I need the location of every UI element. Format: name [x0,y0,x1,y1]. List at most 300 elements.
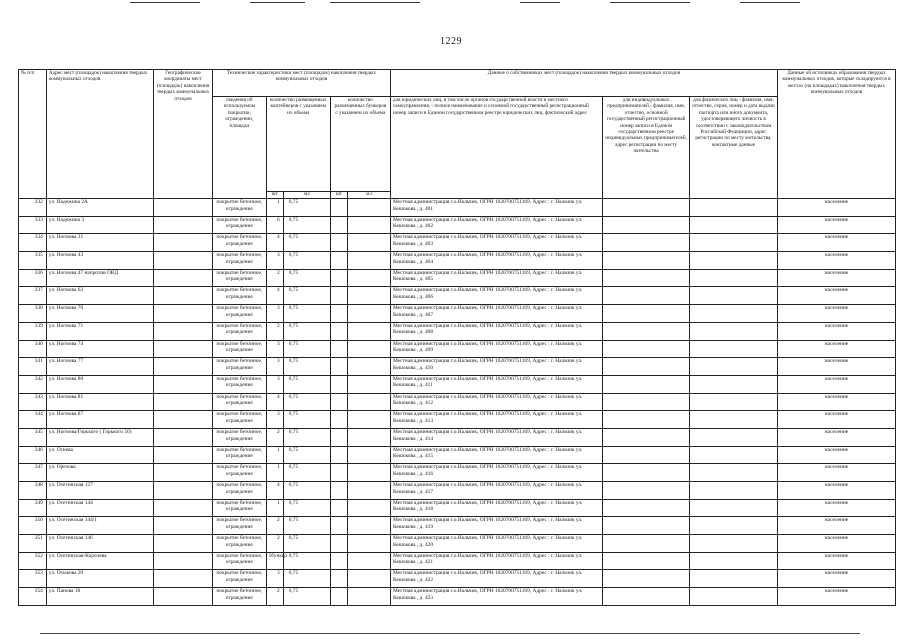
row-bunker-volume [348,305,391,323]
row-owner-entrepreneur [603,305,690,323]
unit-m3: м3 [283,192,330,199]
row-bunker-count [330,287,347,305]
row-container-count: 2 [266,588,283,606]
row-coordinates [154,322,213,340]
row-bunker-count [330,199,347,217]
row-coverage: покрытие бетонное, ограждение [213,535,267,553]
row-address: ул. Ногмова 43 [46,252,153,270]
row-owner-individual [690,570,778,588]
page-number: 1229 [440,36,462,47]
row-container-count: 3 [266,570,283,588]
row-coverage: покрытие бетонное, ограждение [213,340,267,358]
row-bunker-volume [348,322,391,340]
row-coordinates [154,552,213,570]
row-owner-entrepreneur [603,199,690,217]
table-row [19,393,896,411]
row-container-count: 4 [266,287,283,305]
row-container-count: 1 [266,464,283,482]
row-owner-legal: Местная администрация г.о.Нальчик, ОГРН 1020700751169, Адрес : г. Нальчик ул. Кешокова , д. 418 [390,499,602,517]
row-owner-entrepreneur [603,588,690,606]
row-source: население [777,428,895,446]
row-source: население [777,464,895,482]
row-owner-legal: Местная администрация г.о.Нальчик, ОГРН 1020700751169, Адрес : г. Нальчик ул. Кешокова , д. 412 [390,393,602,411]
row-owner-legal: Местная администрация г.о.Нальчик, ОГРН 1020700751169, Адрес : г. Нальчик ул. Кешокова , д. 409 [390,340,602,358]
table-row [19,428,896,446]
row-owner-individual [690,375,778,393]
row-number: 353 [19,570,47,588]
row-coordinates [154,234,213,252]
unit-pcs: шт [330,192,347,199]
row-owner-legal: Местная администрация г.о.Нальчик, ОГРН 1020700751169, Адрес : г. Нальчик ул. Кешокова , д. 419 [390,517,602,535]
row-address: ул. Осетинская-Королева [46,552,153,570]
row-container-volume: 0,75 [283,375,330,393]
row-source: население [777,482,895,500]
row-address: ул. Ногмова 74 [46,340,153,358]
header-bunkers: количество размещенных бункеров с указанием их объема [330,97,390,192]
row-coordinates [154,358,213,376]
row-container-volume: 0,75 [283,216,330,234]
row-coordinates [154,216,213,234]
row-owner-legal: Местная администрация г.о.Нальчик, ОГРН 1020700751169, Адрес : г. Нальчик ул. Кешокова , д. 421 [390,552,602,570]
row-owner-legal: Местная администрация г.о.Нальчик, ОГРН 1020700751169, Адрес : г. Нальчик ул. Кешокова , д. 405 [390,269,602,287]
row-number: 342 [19,375,47,393]
row-coverage: покрытие бетонное, ограждение [213,269,267,287]
row-coordinates [154,535,213,553]
row-bunker-count [330,570,347,588]
row-number: 334 [19,234,47,252]
row-container-volume: 0,75 [283,552,330,570]
table-row [19,375,896,393]
row-container-volume: 0,75 [283,570,330,588]
row-source: население [777,305,895,323]
table-row [19,322,896,340]
row-address: ул. Ногмова 31 [46,234,153,252]
row-container-volume: 0,75 [283,358,330,376]
row-number: 346 [19,446,47,464]
row-source: население [777,269,895,287]
row-owner-individual [690,446,778,464]
row-coordinates [154,588,213,606]
row-number: 344 [19,411,47,429]
row-number: 354 [19,588,47,606]
row-source: население [777,499,895,517]
row-source: население [777,446,895,464]
table-row [19,358,896,376]
row-address: ул. Ногмова 71 [46,322,153,340]
row-source: население [777,411,895,429]
row-coordinates [154,305,213,323]
row-container-count: 3 [266,411,283,429]
row-bunker-volume [348,234,391,252]
row-address: ул. Орехова [46,464,153,482]
row-container-volume: 0,75 [283,482,330,500]
row-container-count: 4 [266,393,283,411]
row-container-volume: 0,75 [283,305,330,323]
row-source: население [777,588,895,606]
row-address: ул. Осыкова 20 [46,570,153,588]
row-bunker-count [330,464,347,482]
row-coordinates [154,499,213,517]
row-owner-entrepreneur [603,446,690,464]
row-owner-individual [690,428,778,446]
row-coordinates [154,269,213,287]
row-coverage: покрытие бетонное, ограждение [213,570,267,588]
row-coverage: покрытие бетонное, ограждение [213,358,267,376]
row-address: ул. Ногмова 80 [46,375,153,393]
row-bunker-volume [348,375,391,393]
row-address: ул. Ногмова 77 [46,358,153,376]
row-bunker-count [330,269,347,287]
row-coordinates [154,411,213,429]
row-number: 343 [19,393,47,411]
row-bunker-count [330,216,347,234]
row-container-count: 3 [266,340,283,358]
table-row [19,252,896,270]
row-number: 349 [19,499,47,517]
header-address: Адрес мест (площадок) накопления твердых коммунальных отходов [46,70,153,199]
row-bunker-volume [348,252,391,270]
row-coordinates [154,252,213,270]
row-owner-entrepreneur [603,216,690,234]
registry-table [18,69,896,606]
row-container-volume: 0,75 [283,393,330,411]
row-coverage: покрытие бетонное, ограждение [213,252,267,270]
row-source: население [777,216,895,234]
row-bunker-count [330,234,347,252]
row-container-volume: 0,75 [283,269,330,287]
row-owner-legal: Местная администрация г.о.Нальчик, ОГРН 1020700751169, Адрес : г. Нальчик ул. Кешокова , д. 417 [390,482,602,500]
row-owner-entrepreneur [603,552,690,570]
row-number: 347 [19,464,47,482]
row-container-volume: 0,75 [283,340,330,358]
row-bunker-volume [348,482,391,500]
row-container-volume: 0,75 [283,234,330,252]
unit-m3: м3 [348,192,391,199]
header-owner: Данные о собственниках мест (площадок) накопления твердых коммунальных отходов [390,70,777,97]
row-container-volume: 0,75 [283,588,330,606]
row-bunker-volume [348,570,391,588]
row-owner-entrepreneur [603,234,690,252]
row-container-count: 3 [266,305,283,323]
row-source: население [777,517,895,535]
row-owner-entrepreneur [603,499,690,517]
row-bunker-volume [348,199,391,217]
row-bunker-volume [348,499,391,517]
header-coverage: сведения об используемом покрытии, ограждении, площади [213,97,267,199]
table-row [19,305,896,323]
row-bunker-count [330,411,347,429]
row-owner-entrepreneur [603,482,690,500]
row-coordinates [154,287,213,305]
row-owner-individual [690,411,778,429]
row-owner-individual [690,199,778,217]
row-container-volume: 0,75 [283,322,330,340]
row-bunker-volume [348,358,391,376]
row-container-volume: 0,75 [283,499,330,517]
row-source: население [777,322,895,340]
row-source: население [777,252,895,270]
row-bunker-count [330,305,347,323]
row-owner-legal: Местная администрация г.о.Нальчик, ОГРН 1020700751169, Адрес : г. Нальчик ул. Кешокова , д. 420 [390,535,602,553]
bottom-scan-rule [40,633,860,634]
row-container-count: 2 [266,535,283,553]
row-coordinates [154,570,213,588]
row-bunker-volume [348,287,391,305]
row-number: 332 [19,199,47,217]
row-owner-individual [690,287,778,305]
row-container-count: 4 [266,234,283,252]
row-bunker-volume [348,411,391,429]
row-source: население [777,287,895,305]
row-container-count: 1 [266,446,283,464]
table-row [19,517,896,535]
row-bunker-count [330,340,347,358]
row-container-count: 2 [266,322,283,340]
row-coverage: покрытие бетонное, ограждение [213,552,267,570]
row-coverage: покрытие бетонное, ограждение [213,499,267,517]
row-owner-legal: Местная администрация г.о.Нальчик, ОГРН 1020700751169, Адрес : г. Нальчик ул. Кешокова , д. 411 [390,375,602,393]
row-bunker-count [330,393,347,411]
row-container-count: 3 [266,358,283,376]
row-bunker-count [330,358,347,376]
row-container-volume: 0,75 [283,252,330,270]
row-number: 338 [19,305,47,323]
row-coordinates [154,517,213,535]
row-bunker-count [330,322,347,340]
row-coverage: покрытие бетонное, ограждение [213,375,267,393]
row-source: население [777,375,895,393]
row-owner-individual [690,234,778,252]
row-owner-individual [690,216,778,234]
row-owner-legal: Местная администрация г.о.Нальчик, ОГРН 1020700751169, Адрес : г. Нальчик ул. Кешокова , д. 404 [390,252,602,270]
row-owner-entrepreneur [603,428,690,446]
row-owner-legal: Местная администрация г.о.Нальчик, ОГРН 1020700751169, Адрес : г. Нальчик ул. Кешокова , д. 401 [390,199,602,217]
row-owner-individual [690,358,778,376]
row-bunker-count [330,588,347,606]
header-entrepreneur: для индивидуальных предпринимателей - фамилия, имя, отчество, основной государственный регистрационный номер записи в Едином государственном реестре индивидуальных предпринимателей, адрес регистрации по месту жительства [603,97,690,199]
top-scan-rules [0,2,905,8]
row-source: население [777,199,895,217]
row-owner-legal: Местная администрация г.о.Нальчик, ОГРН 1020700751169, Адрес : г. Нальчик ул. Кешокова , д. 408 [390,322,602,340]
row-bunker-count [330,499,347,517]
row-owner-entrepreneur [603,411,690,429]
row-owner-individual [690,464,778,482]
row-address: ул. Осетинская 144 [46,499,153,517]
table-row [19,340,896,358]
row-container-count: 1 [266,499,283,517]
row-owner-individual [690,252,778,270]
row-coverage: покрытие бетонное, ограждение [213,393,267,411]
row-bunker-volume [348,446,391,464]
row-address: ул. Панова 18 [46,588,153,606]
row-bunker-count [330,535,347,553]
row-coverage: покрытие бетонное, ограждение [213,446,267,464]
row-container-count: 2 [266,517,283,535]
unit-pcs: шт [266,192,283,199]
row-number: 352 [19,552,47,570]
row-owner-legal: Местная администрация г.о.Нальчик, ОГРН 1020700751169, Адрес : г. Нальчик ул. Кешокова , д. 413 [390,411,602,429]
row-number: 336 [19,269,47,287]
row-coverage: покрытие бетонное, ограждение [213,482,267,500]
row-bunker-count [330,375,347,393]
row-owner-entrepreneur [603,535,690,553]
row-owner-entrepreneur [603,517,690,535]
row-owner-legal: Местная администрация г.о.Нальчик, ОГРН 1020700751169, Адрес : г. Нальчик ул. Кешокова , д. 402 [390,216,602,234]
row-coverage: покрытие бетонное, ограждение [213,234,267,252]
row-number: 348 [19,482,47,500]
row-coordinates [154,446,213,464]
row-bunker-volume [348,552,391,570]
row-bunker-count [330,446,347,464]
row-coordinates [154,464,213,482]
registry-rows [19,199,896,606]
row-container-volume: 0,75 [283,535,330,553]
row-source: население [777,570,895,588]
row-owner-individual [690,393,778,411]
table-row [19,234,896,252]
row-owner-individual [690,269,778,287]
table-row [19,535,896,553]
row-owner-entrepreneur [603,322,690,340]
row-address: ул. Огнева [46,446,153,464]
row-address: ул. Осетинская 146 [46,535,153,553]
row-container-volume: 0,75 [283,411,330,429]
row-owner-legal: Местная администрация г.о.Нальчик, ОГРН 1020700751169, Адрес : г. Нальчик ул. Кешокова , д. 414 [390,428,602,446]
table-row [19,199,896,217]
row-owner-entrepreneur [603,269,690,287]
table-row [19,588,896,606]
row-number: 345 [19,428,47,446]
row-address: ул. Ногмова 87 [46,411,153,429]
row-owner-legal: Местная администрация г.о.Нальчик, ОГРН 1020700751169, Адрес : г. Нальчик ул. Кешокова , д. 423 [390,588,602,606]
row-number: 337 [19,287,47,305]
row-owner-individual [690,340,778,358]
row-coverage: покрытие бетонное, ограждение [213,199,267,217]
row-coverage: покрытие бетонное, ограждение [213,216,267,234]
row-coordinates [154,428,213,446]
row-bunker-volume [348,588,391,606]
header-sources: Данные об источниках образования твердых коммунальных отходов, которые складируются в местах (на площадках) накопления твердых коммунальных отходов [777,70,895,199]
row-container-count: 1бункер [266,552,283,570]
row-owner-individual [690,322,778,340]
row-container-volume: 0,75 [283,464,330,482]
table-row [19,269,896,287]
row-bunker-count [330,517,347,535]
row-owner-entrepreneur [603,340,690,358]
row-owner-individual [690,552,778,570]
header-tech: Технические характеристики мест (площадок) накопления твердых коммунальных отходов [213,70,391,97]
row-bunker-volume [348,428,391,446]
row-source: население [777,393,895,411]
table-row [19,499,896,517]
row-owner-legal: Местная администрация г.о.Нальчик, ОГРН 1020700751169, Адрес : г. Нальчик ул. Кешокова , д. 407 [390,305,602,323]
row-coverage: покрытие бетонное, ограждение [213,305,267,323]
row-coordinates [154,482,213,500]
row-owner-entrepreneur [603,393,690,411]
row-container-volume: 0,75 [283,428,330,446]
row-container-volume: 0,75 [283,199,330,217]
table-row [19,216,896,234]
row-owner-legal: Местная администрация г.о.Нальчик, ОГРН 1020700751169, Адрес : г. Нальчик ул. Кешокова , д. 416 [390,464,602,482]
row-owner-individual [690,517,778,535]
row-bunker-volume [348,535,391,553]
row-owner-legal: Местная администрация г.о.Нальчик, ОГРН 1020700751169, Адрес : г. Нальчик ул. Кешокова , д. 406 [390,287,602,305]
row-owner-legal: Местная администрация г.о.Нальчик, ОГРН 1020700751169, Адрес : г. Нальчик ул. Кешокова , д. 415 [390,446,602,464]
row-owner-entrepreneur [603,252,690,270]
row-address: ул. Ногмова/Горького ( Горького 56) [46,428,153,446]
row-number: 339 [19,322,47,340]
row-number: 335 [19,252,47,270]
row-owner-entrepreneur [603,570,690,588]
row-coordinates [154,340,213,358]
row-bunker-volume [348,517,391,535]
row-number: 333 [19,216,47,234]
row-bunker-volume [348,393,391,411]
row-coverage: покрытие бетонное, ограждение [213,411,267,429]
row-source: население [777,552,895,570]
row-bunker-count [330,428,347,446]
header-coordinates: Географические координаты мест (площадок) накопления твердых коммунальных отходов [154,70,213,199]
row-address: ул. Надежина 2А [46,199,153,217]
row-address: ул. Ногмова 63 [46,287,153,305]
row-address: ул. Ногмова 47 напротив ОВД [46,269,153,287]
row-container-count: 1 [266,199,283,217]
row-bunker-count [330,482,347,500]
row-owner-legal: Местная администрация г.о.Нальчик, ОГРН 1020700751169, Адрес : г. Нальчик ул. Кешокова , д. 403 [390,234,602,252]
row-address: ул. Ногмова 81 [46,393,153,411]
row-bunker-volume [348,269,391,287]
row-container-volume: 0,75 [283,517,330,535]
row-coverage: покрытие бетонное, ограждение [213,588,267,606]
row-address: ул. Надежина 3 [46,216,153,234]
row-owner-legal: Местная администрация г.о.Нальчик, ОГРН 1020700751169, Адрес : г. Нальчик ул. Кешокова , д. 410 [390,358,602,376]
row-coverage: покрытие бетонное, ограждение [213,287,267,305]
row-container-count: 3 [266,375,283,393]
row-bunker-count [330,252,347,270]
row-owner-entrepreneur [603,358,690,376]
row-source: население [777,535,895,553]
row-coverage: покрытие бетонное, ограждение [213,464,267,482]
row-owner-individual [690,305,778,323]
row-owner-individual [690,499,778,517]
header-legal: для юридических лиц, в том числе органов государственной власти и местного самоуправления, - полное наименование и основной государственный регистрационный номер записи в Едином государственном реестре юридических лиц, фактический адрес [390,97,602,199]
row-source: население [777,234,895,252]
row-owner-individual [690,588,778,606]
row-owner-entrepreneur [603,375,690,393]
row-number: 350 [19,517,47,535]
row-address: ул. Осетинская 144/1 [46,517,153,535]
row-source: население [777,340,895,358]
table-row [19,570,896,588]
row-address: ул. Ногмова 70 [46,305,153,323]
row-coverage: покрытие бетонное, ограждение [213,322,267,340]
row-coverage: покрытие бетонное, ограждение [213,428,267,446]
row-owner-individual [690,482,778,500]
row-bunker-volume [348,464,391,482]
row-bunker-volume [348,340,391,358]
row-bunker-volume [348,216,391,234]
table-row [19,446,896,464]
row-owner-entrepreneur [603,287,690,305]
row-number: 351 [19,535,47,553]
row-coordinates [154,375,213,393]
row-container-count: 2 [266,428,283,446]
row-coordinates [154,199,213,217]
table-row [19,482,896,500]
row-container-count: 2 [266,269,283,287]
header-individual: для физических лиц - фамилия, имя, отчество, серия, номер и дата выдачи паспорта или иного документа, удостоверяющего личность в соответствии с законодательством Российской Федерации, адрес регистрации по месту жительства, контактные данные [690,97,778,199]
row-bunker-count [330,552,347,570]
